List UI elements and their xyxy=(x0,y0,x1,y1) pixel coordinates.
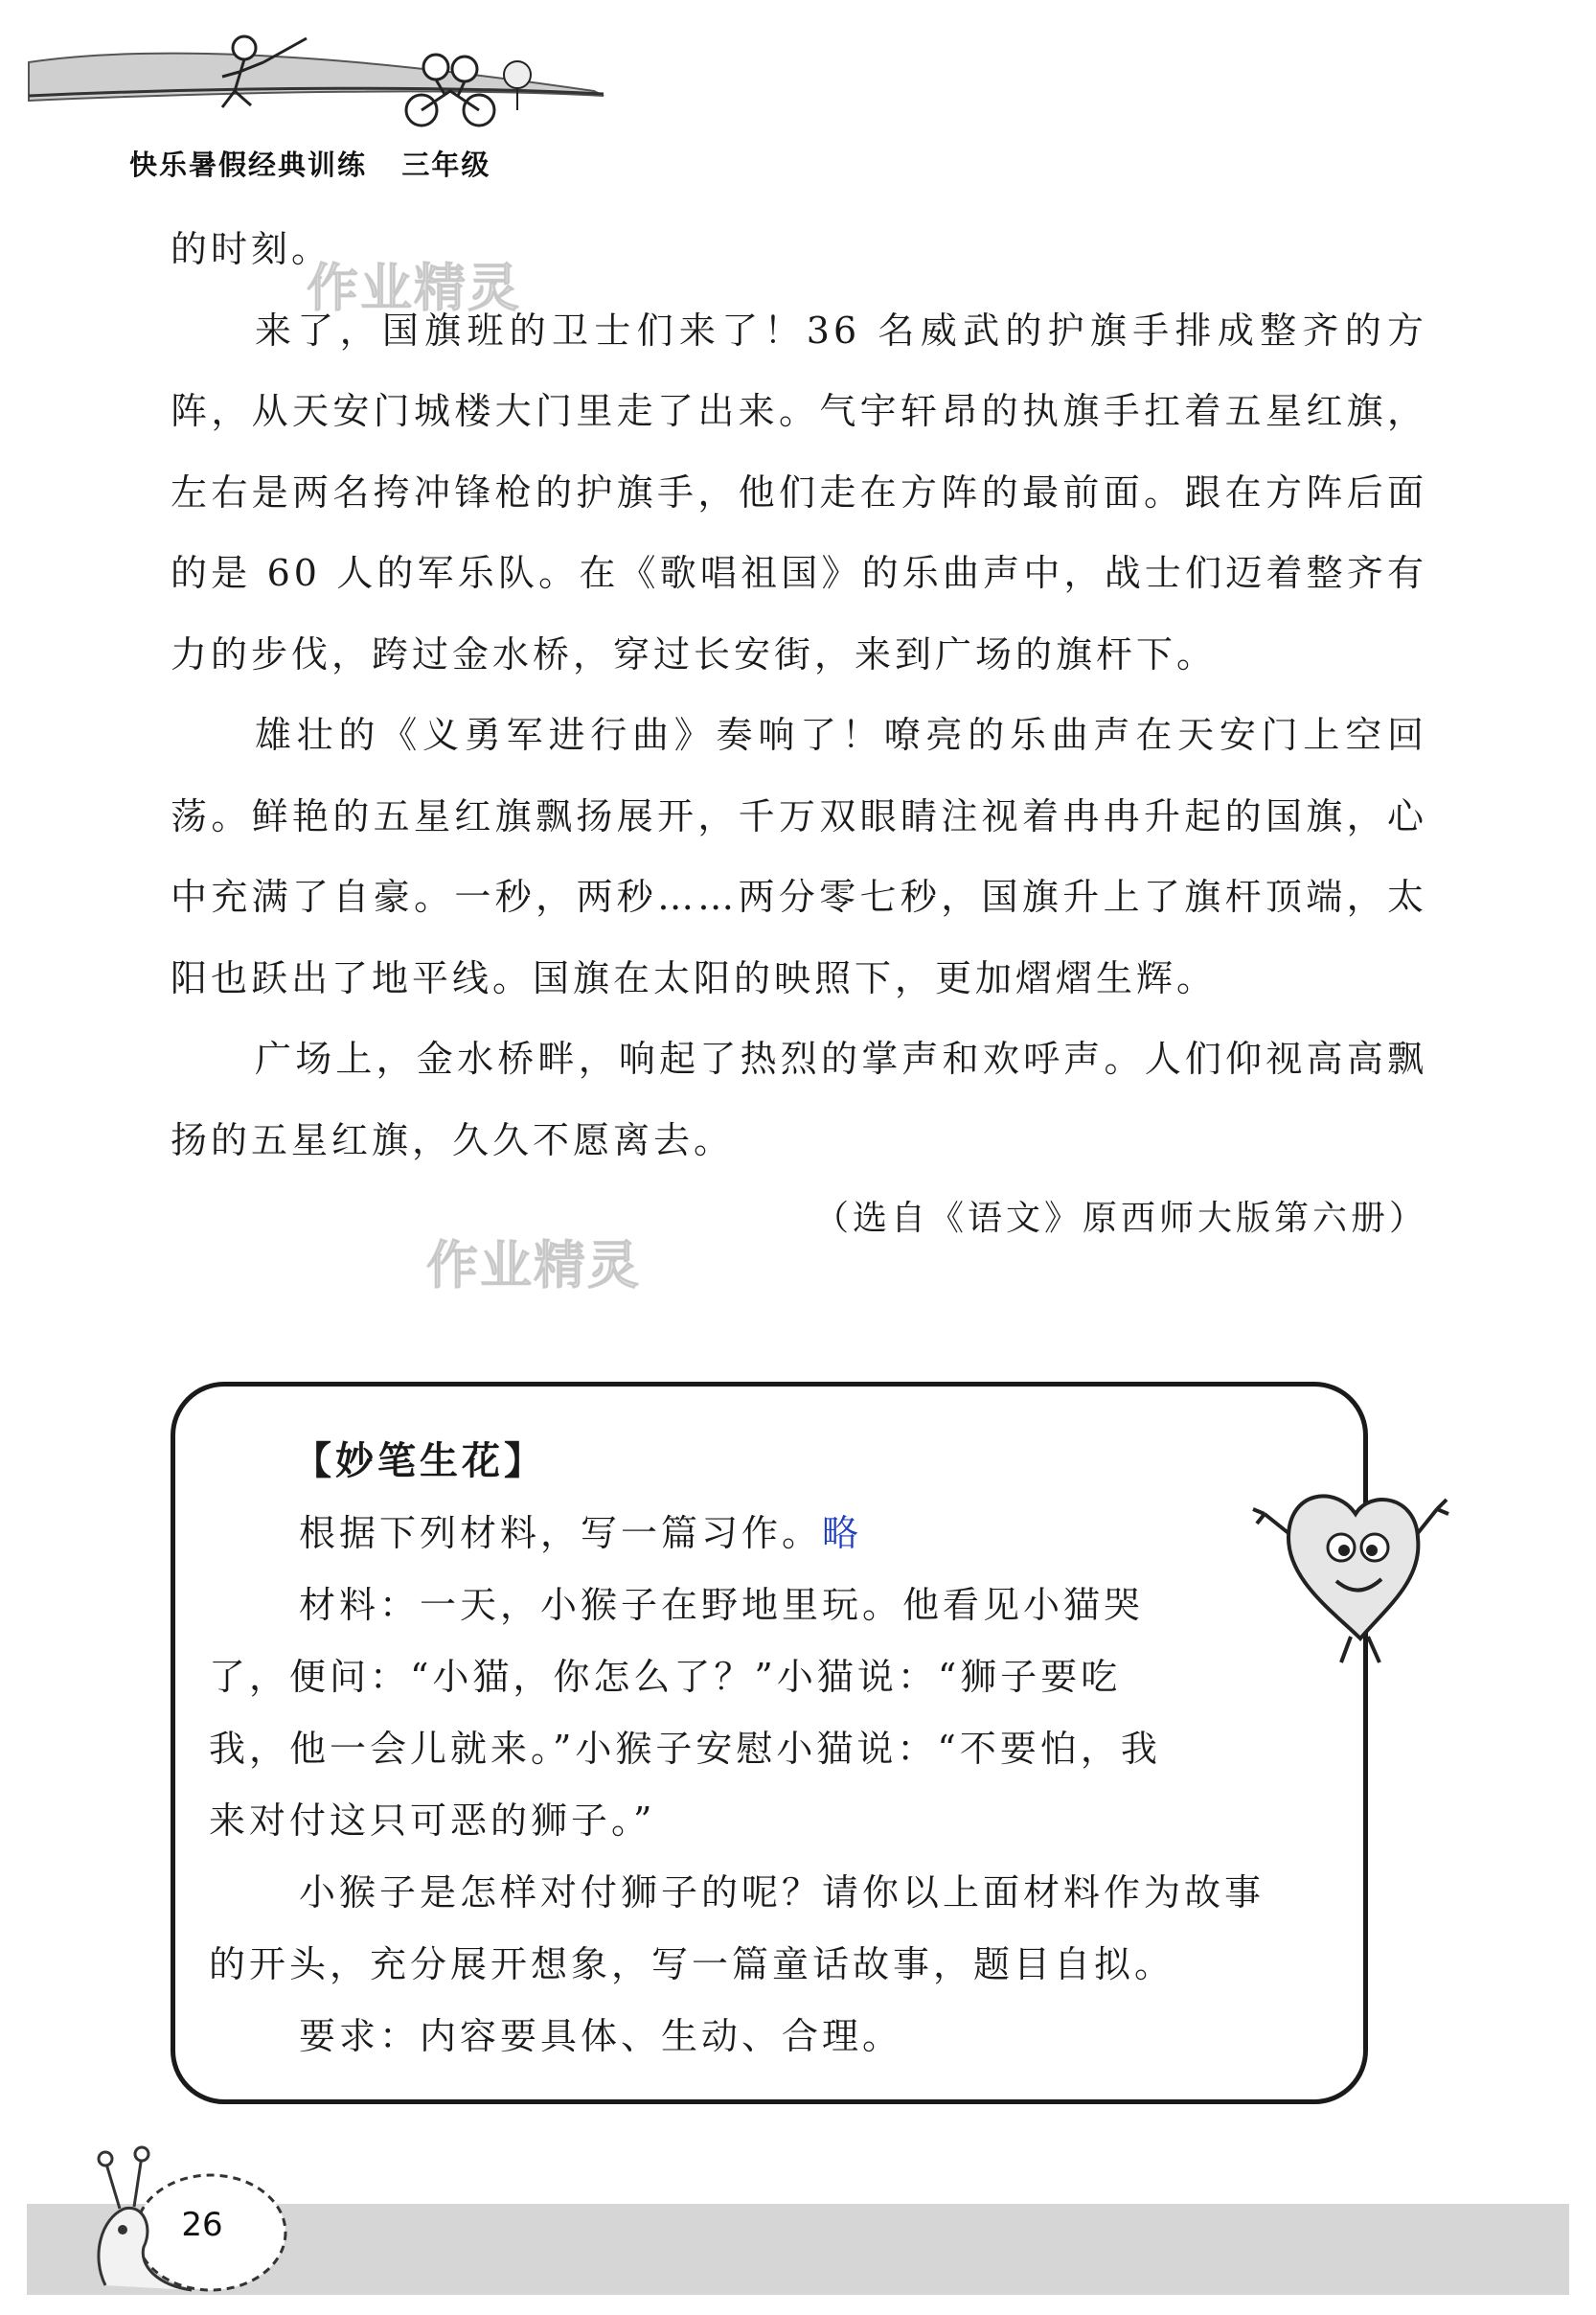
exercise-question: 小猴子是怎样对付狮子的呢？请你以上面材料作为故事的开头，充分展开想象，写一篇童话故事，题目自拟。 xyxy=(209,1871,1265,1985)
exercise-content xyxy=(209,1426,1291,2073)
article-body xyxy=(171,209,1427,1261)
watermark: 作业精灵 xyxy=(307,258,521,318)
article-source: （选自《语文》原西师大版第六册） xyxy=(813,1199,1427,1238)
article-paragraph: 来了，国旗班的卫士们来了！36 名威武的护旗手排成整齐的方阵，从天安门城楼大门里走了出来。气宇轩昂的执旗手扛着五星红旗，左右是两名挎冲锋枪的护旗手，他们走在方阵的最前面。跟在方阵后面的是 60 人的军乐队。在《歌唱祖国》的乐曲声中，战士们迈着整齐有力的步伐，跨过金水桥，穿过长安街，来到广场的旗杆下。 xyxy=(171,309,1427,676)
page-number: 26 xyxy=(181,2206,223,2244)
heart-mascot-icon xyxy=(1245,1456,1466,1677)
header-title xyxy=(129,144,490,183)
grade-label: 三年级 xyxy=(401,149,491,181)
article-paragraph: 雄壮的《义勇军进行曲》奏响了！嘹亮的乐曲声在天安门上空回荡。鲜艳的五星红旗飘扬展开，千万双眼睛注视着冉冉升起的国旗，心中充满了自豪。一秒，两秒……两分零七秒，国旗升上了旗杆顶端，太阳也跃出了地平线。国旗在太阳的映照下，更加熠熠生辉。 xyxy=(171,714,1427,999)
exercise-requirement: 要求：内容要具体、生动、合理。 xyxy=(299,2015,903,2057)
exercise-instruction: 根据下列材料，写一篇习作。略 xyxy=(299,1512,863,1554)
book-title: 快乐暑假经典训练 xyxy=(129,149,368,181)
exercise-material: 材料：一天，小猴子在野地里玩。他看见小猫哭了，便问：“小猫，你怎么了？”小猫说：“狮子要吃我，他一会儿就来。”小猴子安慰小猫说：“不要怕，我来对付这只可恶的狮子。” xyxy=(209,1584,1161,1842)
article-paragraph: 广场上，金水桥畔，响起了热烈的掌声和欢呼声。人们仰视高高飘扬的五星红旗，久久不愿离去。 xyxy=(171,1038,1427,1161)
watermark: 作业精灵 xyxy=(426,1235,641,1295)
answer-text: 略 xyxy=(822,1512,863,1554)
article-paragraph: 的时刻。 xyxy=(171,228,332,270)
exercise-heading: 【妙笔生花】 xyxy=(293,1439,546,1483)
